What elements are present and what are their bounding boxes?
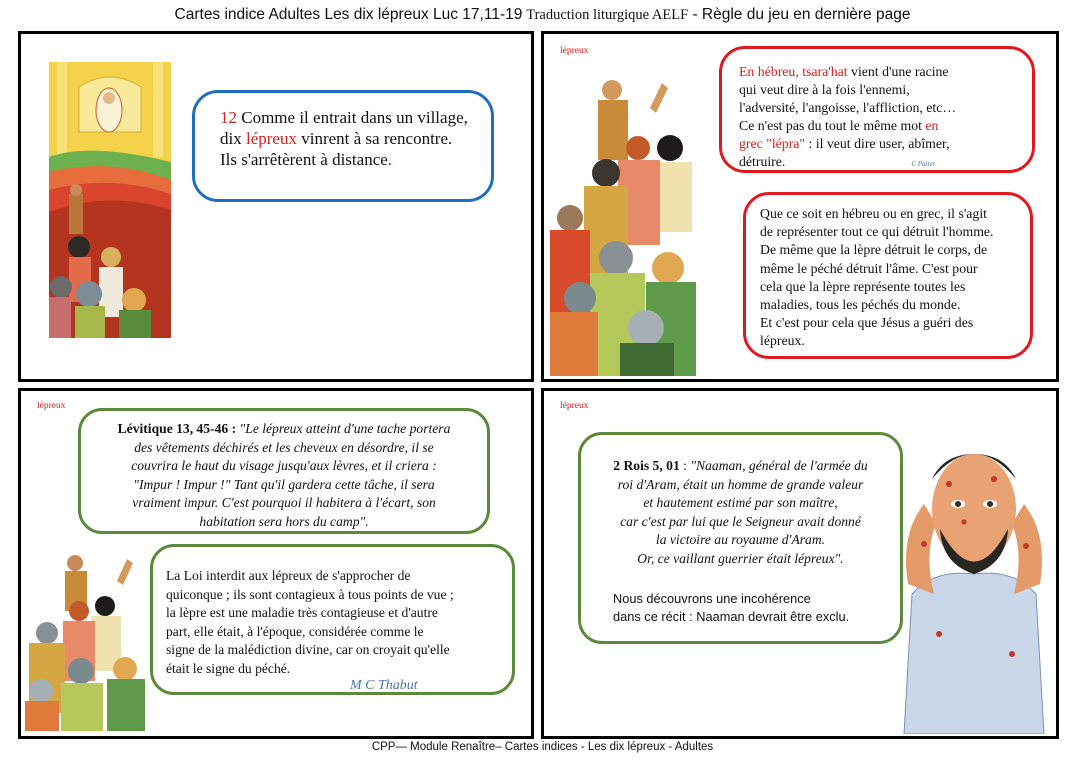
interp-line-6: maladies, tous les péchés du monde. xyxy=(760,297,961,313)
naaman-line-2: roi d'Aram, était un homme de grande valeur xyxy=(617,476,864,492)
interp-line-3: De même que la lèpre détruit le corps, de xyxy=(760,242,988,258)
verse-line-3: Ils s'arrêtèrent à distance. xyxy=(220,150,393,169)
header-translation: Traduction liturgique AELF xyxy=(526,7,689,23)
note-line-1: Nous découvrons une incohérence xyxy=(613,591,811,606)
hebrew-line-4: Ce n'est pas du tout le même mot en xyxy=(739,118,939,133)
interp-line-7: Et c'est pour cela que Jésus a guéri des xyxy=(760,315,974,331)
naaman-line-5: la victoire au royaume d'Aram. xyxy=(655,532,826,547)
naaman-line-4: car c'est par lui que le Seigneur avait donné xyxy=(620,513,861,529)
hebrew-line-5: grec "lépra" : il veut dire user, abîmer, xyxy=(739,136,950,151)
card-naaman xyxy=(541,388,1059,739)
hebrew-explanation-bubble xyxy=(719,46,1035,173)
card-tag: lépreux xyxy=(560,401,589,411)
card-leviticus xyxy=(18,388,534,739)
page-header xyxy=(0,6,1085,24)
leviticus-line-5: vraiment impur. C'est pourquoi il habitera à l'écart, son xyxy=(132,495,436,510)
lepers-group-illustration xyxy=(25,551,147,731)
author-c-patier: C Patier xyxy=(911,160,936,168)
naaman-quote-bubble xyxy=(578,432,903,644)
leviticus-line-2: des vêtements déchirés et les cheveux en désordre, il se xyxy=(134,439,434,455)
lepreux-highlight: lépreux xyxy=(245,129,297,148)
card-gospel-verse xyxy=(18,31,534,382)
card-tag: lépreux xyxy=(560,46,589,56)
naaman-note xyxy=(587,590,894,626)
interp-line-5: cela que la lèpre représente toutes les xyxy=(760,278,966,294)
naaman-line-3: et hautement estimé par son maître, xyxy=(643,495,838,510)
naaman-reference: 2 Rois 5, 01 xyxy=(613,458,680,473)
note-line-2: dans ce récit : Naaman devrait être exclu. xyxy=(613,609,850,624)
naaman-line-6: Or, ce vaillant guerrier était lépreux". xyxy=(637,550,844,566)
gospel-verse-bubble xyxy=(192,90,494,202)
hebrew-line-2: qui veut dire à la fois l'ennemi, xyxy=(739,82,910,97)
commentary-line-6: était le signe du péché. xyxy=(166,660,291,676)
leviticus-line-6: habitation sera hors du camp". xyxy=(199,513,369,529)
commentary-line-1: La Loi interdit aux lépreux de s'approcher de xyxy=(166,568,411,583)
verse-line-1: 12 Comme il entrait dans un village, xyxy=(220,108,468,127)
lepers-crowd-illustration xyxy=(550,68,700,376)
jesus-village-illustration xyxy=(49,62,171,338)
verse-line-2: dix lépreux vinrent à sa rencontre. xyxy=(220,129,453,148)
hebrew-line-6: détruire. C Patier xyxy=(739,154,936,169)
leviticus-line-1: Lévitique 13, 45-46 : "Le lépreux atteint d'une tache portera xyxy=(117,421,451,436)
commentary-line-4: part, elle était, à l'époque, considérée comme le xyxy=(166,623,424,639)
hebrew-line-3: l'adversité, l'angoisse, l'affliction, etc… xyxy=(739,100,957,115)
card-tag: lépreux xyxy=(37,401,66,411)
naaman-line-1: 2 Rois 5, 01 : "Naaman, général de l'armée du xyxy=(613,458,868,473)
commentary-line-3: la lèpre est une maladie très contagieuse et d'autre xyxy=(166,605,438,620)
author-mc-thabut: M C Thabut xyxy=(350,678,418,693)
hebrew-term: En hébreu, tsara'hat xyxy=(739,64,848,79)
commentary-line-5: signe de la malédiction divine, car on croyait qu'elle xyxy=(166,642,450,657)
interp-line-2: de représenter tout ce qui détruit l'homme. xyxy=(760,224,994,240)
leviticus-line-3: couvrira le haut du visage jusqu'aux lèvres, et il criera : xyxy=(131,458,437,473)
naaman-leper-illustration xyxy=(894,434,1054,734)
leviticus-line-4: "Impur ! Impur !" Tant qu'il gardera cette tâche, il sera xyxy=(133,476,435,492)
page-footer: CPP— Module Renaître– Cartes indices - Les dix lépreux - Adultes xyxy=(371,741,714,753)
verse-number: 12 xyxy=(220,108,237,127)
interpretation-bubble xyxy=(743,192,1033,359)
commentary-line-2: quiconque ; ils sont contagieux à tous points de vue ; xyxy=(166,586,454,602)
interp-line-4: même le péché détruit l'âme. C'est pour xyxy=(760,260,978,276)
greek-term: grec "lépra" xyxy=(739,136,806,151)
card-hebrew-meaning xyxy=(541,31,1059,382)
commentary-bubble xyxy=(150,544,515,695)
interp-line-8: lépreux. xyxy=(760,333,805,349)
leviticus-reference: Lévitique 13, 45-46 : xyxy=(117,421,237,436)
header-separator: - xyxy=(688,6,702,23)
naaman-quote xyxy=(587,457,894,568)
header-rules: Règle du jeu en dernière page xyxy=(701,6,911,23)
header-title: Cartes indice Adultes Les dix lépreux Luc 17,11-19 xyxy=(174,6,523,23)
hebrew-line-1: En hébreu, tsara'hat vient d'une racine xyxy=(739,64,949,79)
interp-line-1: Que ce soit en hébreu ou en grec, il s'agit xyxy=(760,206,987,221)
leviticus-quote-bubble xyxy=(78,408,490,534)
